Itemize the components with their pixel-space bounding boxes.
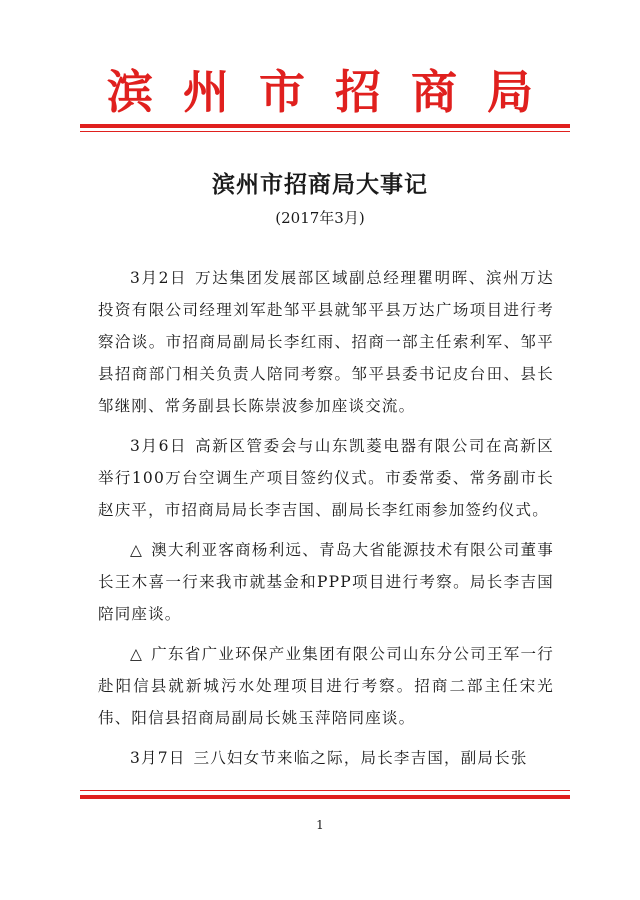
paragraph-text: 广东省广业环保产业集团有限公司山东分公司王军一行赴阳信县就新城污水处理项目进行考察。招商二部主任宋光伟、阳信县招商局副局长姚玉萍陪同座谈。 <box>98 645 554 727</box>
document-body <box>98 262 554 782</box>
footer-rule-thin <box>80 790 570 791</box>
paragraph-text: 万达集团发展部区域副总经理瞿明晖、滨州万达投资有限公司经理刘军赴邹平县就邹平县万达广场项目进行考察洽谈。市招商局副局长李红雨、招商一部主任索利军、邹平县招商部门相关负责人陪同考察。邹平县委书记皮台田、县长邹继刚、常务副县长陈崇波参加座谈交流。 <box>98 269 554 415</box>
page-number: 1 <box>316 818 324 832</box>
paragraph-lead: △ <box>130 645 144 663</box>
paragraph-lead: 3月6日 <box>130 437 188 455</box>
masthead-org-name: 滨州市招商局 <box>107 65 563 119</box>
paragraph <box>98 638 554 734</box>
document-date: (2017年3月) <box>275 209 365 227</box>
paragraph <box>98 742 554 774</box>
paragraph-text: 高新区管委会与山东凯菱电器有限公司在高新区举行100万台空调生产项目签约仪式。市委常委、常务副市长赵庆平，市招商局局长李吉国、副局长李红雨参加签约仪式。 <box>98 437 554 519</box>
paragraph <box>98 430 554 526</box>
masthead-rule-thin <box>80 131 570 132</box>
paragraph <box>98 534 554 630</box>
paragraph-lead: 3月2日 <box>130 269 188 287</box>
footer-rule-thick <box>80 795 570 799</box>
paragraph <box>98 262 554 422</box>
paragraph-text: 三八妇女节来临之际，局长李吉国，副局长张 <box>193 749 528 767</box>
masthead-rule-thick <box>80 124 570 128</box>
document-title: 滨州市招商局大事记 <box>212 171 428 198</box>
paragraph-text: 澳大利亚客商杨利远、青岛大省能源技术有限公司董事长王木喜一行来我市就基金和PPP项目进行考察。局长李吉国陪同座谈。 <box>98 541 554 623</box>
paragraph-lead: 3月7日 <box>130 749 186 767</box>
paragraph-lead: △ <box>130 541 144 559</box>
